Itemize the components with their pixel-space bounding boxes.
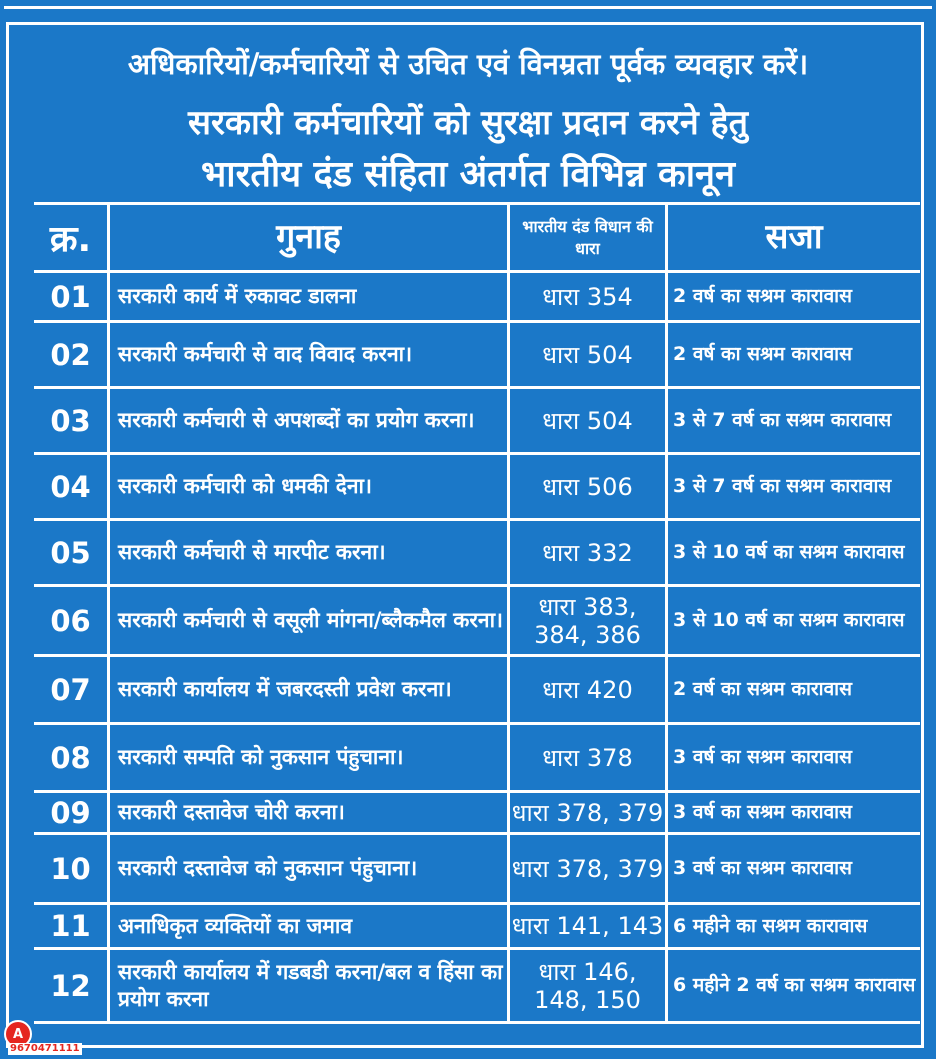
- crime-cell: सरकारी कर्मचारी से मारपीट करना।: [110, 521, 507, 584]
- crime-cell: सरकारी दस्तावेज चोरी करना।: [110, 793, 507, 832]
- ipc-section-cell: धारा 506: [510, 455, 665, 518]
- punishment-cell: 6 महीने का सश्रम कारावास: [668, 905, 920, 947]
- punishment-cell: 3 से 10 वर्ष का सश्रम कारावास: [668, 587, 920, 654]
- row-number: 09: [34, 793, 107, 832]
- row-number: 02: [34, 323, 107, 386]
- punishment-cell: 3 वर्ष का सश्रम कारावास: [668, 725, 920, 790]
- punishment-cell: 6 महीने 2 वर्ष का सश्रम कारावास: [668, 950, 920, 1021]
- ipc-section-cell: धारा 332: [510, 521, 665, 584]
- heading-line-2: सरकारी कर्मचारियों को सुरक्षा प्रदान करने हेतु: [187, 103, 748, 143]
- row-number: 04: [34, 455, 107, 518]
- row-number: 05: [34, 521, 107, 584]
- ipc-section-cell: धारा 420: [510, 657, 665, 722]
- heading-line-1: अधिकारियों/कर्मचारियों से उचित एवं विनम्रता पूर्वक व्यवहार करें।: [127, 47, 809, 81]
- punishment-cell: 3 से 7 वर्ष का सश्रम कारावास: [668, 389, 920, 452]
- ipc-section-cell: धारा 504: [510, 323, 665, 386]
- ipc-section-cell: धारा 354: [510, 273, 665, 320]
- punishment-cell: 2 वर्ष का सश्रम कारावास: [668, 657, 920, 722]
- row-number: 12: [34, 950, 107, 1021]
- row-number: 01: [34, 273, 107, 320]
- crime-cell: सरकारी कर्मचारी को धमकी देना।: [110, 455, 507, 518]
- row-number: 08: [34, 725, 107, 790]
- crime-cell: सरकारी कर्मचारी से अपशब्दों का प्रयोग करना।: [110, 389, 507, 452]
- row-number: 07: [34, 657, 107, 722]
- ipc-section-cell: धारा 141, 143: [510, 905, 665, 947]
- ipc-section-cell: धारा 146, 148, 150: [510, 950, 665, 1021]
- ipc-section-cell: धारा 383, 384, 386: [510, 587, 665, 654]
- crime-cell: अनाधिकृत व्यक्तियों का जमाव: [110, 905, 507, 947]
- crime-cell: सरकारी सम्पति को नुकसान पंहुचाना।: [110, 725, 507, 790]
- punishment-cell: 3 से 10 वर्ष का सश्रम कारावास: [668, 521, 920, 584]
- top-border-line: [4, 6, 932, 9]
- law-table: [34, 202, 920, 1024]
- crime-cell: सरकारी कार्यालय में गडबडी करना/बल व हिंसा का प्रयोग करना: [110, 950, 507, 1021]
- ipc-section-cell: धारा 378, 379: [510, 793, 665, 832]
- top-border-strip: [0, 0, 936, 18]
- header-punishment: सजा: [668, 205, 920, 270]
- crime-cell: सरकारी कर्मचारी से वसूली मांगना/ब्लैकमैल करना।: [110, 587, 507, 654]
- punishment-cell: 2 वर्ष का सश्रम कारावास: [668, 273, 920, 320]
- crime-cell: सरकारी कर्मचारी से वाद विवाद करना।: [110, 323, 507, 386]
- row-number: 10: [34, 835, 107, 902]
- phone-number: 9670471111: [10, 1043, 80, 1054]
- ipc-section-cell: धारा 378, 379: [510, 835, 665, 902]
- crime-cell: सरकारी दस्तावेज को नुकसान पंहुचाना।: [110, 835, 507, 902]
- crime-cell: सरकारी कार्यालय में जबरदस्ती प्रवेश करना।: [110, 657, 507, 722]
- header-serial: क्र.: [34, 205, 107, 270]
- heading-line-3: भारतीय दंड संहिता अंतर्गत विभिन्न कानून: [201, 154, 735, 195]
- punishment-cell: 3 वर्ष का सश्रम कारावास: [668, 793, 920, 832]
- logo-letter: A: [12, 1026, 24, 1042]
- ipc-section-cell: धारा 504: [510, 389, 665, 452]
- punishment-cell: 2 वर्ष का सश्रम कारावास: [668, 323, 920, 386]
- punishment-cell: 3 से 7 वर्ष का सश्रम कारावास: [668, 455, 920, 518]
- row-number: 03: [34, 389, 107, 452]
- punishment-cell: 3 वर्ष का सश्रम कारावास: [668, 835, 920, 902]
- ipc-section-cell: धारा 378: [510, 725, 665, 790]
- crime-cell: सरकारी कार्य में रुकावट डालना: [110, 273, 507, 320]
- row-number: 11: [34, 905, 107, 947]
- row-number: 06: [34, 587, 107, 654]
- header-crime: गुनाह: [110, 205, 507, 270]
- header-section: भारतीय दंड विधान की धारा: [510, 205, 665, 270]
